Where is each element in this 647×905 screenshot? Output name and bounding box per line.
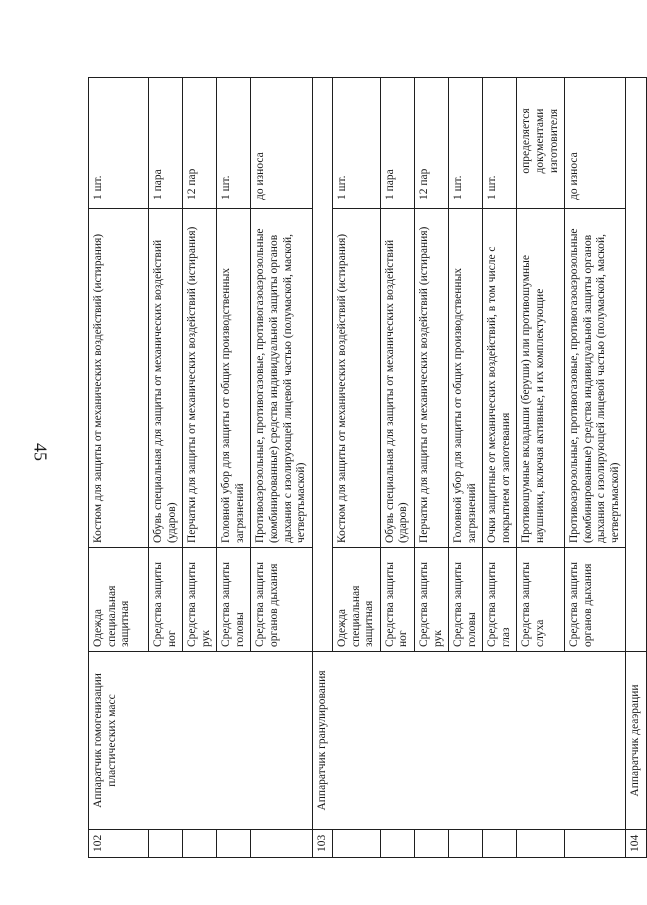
empty-row-cell <box>312 78 333 652</box>
table-row <box>626 78 647 858</box>
profession-cell: Аппаратчик гомогенизации пластических масс <box>89 652 313 830</box>
ppe-category-cell: Средства защиты головы <box>449 548 483 652</box>
row-number-cell <box>415 830 449 858</box>
ppe-item-cell: Обувь специальная для защиты от механических воздействий (ударов) <box>380 209 414 548</box>
table-row <box>312 78 333 858</box>
issue-norm-cell: 1 шт. <box>483 78 517 209</box>
ppe-item-cell: Костюм для защиты от механических воздействий (истирания) <box>89 209 149 548</box>
ppe-item-cell: Костюм для защиты от механических воздействий (истирания) <box>333 209 381 548</box>
row-number-cell <box>565 830 626 858</box>
ppe-item-cell: Очки защитные от механических воздействий, в том числе с покрытием от запотевания <box>483 209 517 548</box>
ppe-item-cell: Обувь специальная для защиты от механических воздействий (ударов) <box>149 209 183 548</box>
issue-norm-cell: 1 пара <box>149 78 183 209</box>
ppe-item-cell: Противоаэрозольные, противогазовые, противогазоаэрозольные (комбинированные) средства индивидуальной защиты органов дыхания с изолирующей лицевой частью (полумаской, маской, четвертьмаской) <box>565 209 626 548</box>
row-number-cell <box>149 830 183 858</box>
ppe-item-cell: Головной убор для защиты от общих производственных загрязнений <box>449 209 483 548</box>
ppe-category-cell: Средства защиты рук <box>183 548 217 652</box>
ppe-item-cell: Головной убор для защиты от общих производственных загрязнений <box>217 209 251 548</box>
issue-norm-cell: до износа <box>251 78 312 209</box>
issue-norm-cell: 1 шт. <box>333 78 381 209</box>
row-number-cell <box>517 830 565 858</box>
row-number-cell <box>217 830 251 858</box>
ppe-category-cell: Средства защиты глаз <box>483 548 517 652</box>
empty-row-cell <box>626 78 647 652</box>
ppe-item-cell: Перчатки для защиты от механических воздействий (истирания) <box>415 209 449 548</box>
issue-norm-cell: 12 пар <box>183 78 217 209</box>
ppe-category-cell: Одежда специальная защитная <box>89 548 149 652</box>
row-number-cell <box>380 830 414 858</box>
ppe-category-cell: Средства защиты слуха <box>517 548 565 652</box>
table-row <box>89 78 149 858</box>
issue-norm-cell: 1 шт. <box>217 78 251 209</box>
row-number-cell <box>183 830 217 858</box>
issue-norm-cell: 1 шт. <box>89 78 149 209</box>
row-number-cell: 102 <box>89 830 149 858</box>
ppe-table-container <box>88 78 642 858</box>
ppe-norms-table <box>88 77 647 858</box>
row-number-cell: 104 <box>626 830 647 858</box>
row-number-cell <box>251 830 312 858</box>
ppe-item-cell: Перчатки для защиты от механических воздействий (истирания) <box>183 209 217 548</box>
ppe-category-cell: Средства защиты органов дыхания <box>251 548 312 652</box>
ppe-category-cell: Средства защиты ног <box>380 548 414 652</box>
issue-norm-cell: 1 шт. <box>449 78 483 209</box>
row-number-cell <box>449 830 483 858</box>
issue-norm-cell: 12 пар <box>415 78 449 209</box>
ppe-category-cell: Средства защиты головы <box>217 548 251 652</box>
issue-norm-cell: до износа <box>565 78 626 209</box>
row-number-cell <box>333 830 381 858</box>
row-number-cell: 103 <box>312 830 333 858</box>
issue-norm-cell: определяется документами изготовителя <box>517 78 565 209</box>
ppe-category-cell: Средства защиты рук <box>415 548 449 652</box>
row-number-cell <box>483 830 517 858</box>
ppe-item-cell: Противошумные вкладыши (беруши) или противошумные наушники, включая активные, и их комплектующие <box>517 209 565 548</box>
ppe-category-cell: Одежда специальная защитная <box>333 548 381 652</box>
ppe-item-cell: Противоаэрозольные, противогазовые, противогазоаэрозольные (комбинированные) средства индивидуальной защиты органов дыхания с изолирующей лицевой частью (полумаской, маской, четвертьмаской) <box>251 209 312 548</box>
ppe-category-cell: Средства защиты ног <box>149 548 183 652</box>
page-number: 45 <box>30 443 51 461</box>
ppe-category-cell: Средства защиты органов дыхания <box>565 548 626 652</box>
profession-cell: Аппаратчик деаэрации <box>626 652 647 830</box>
profession-cell: Аппаратчик гранулирования <box>312 652 626 830</box>
issue-norm-cell: 1 пара <box>380 78 414 209</box>
